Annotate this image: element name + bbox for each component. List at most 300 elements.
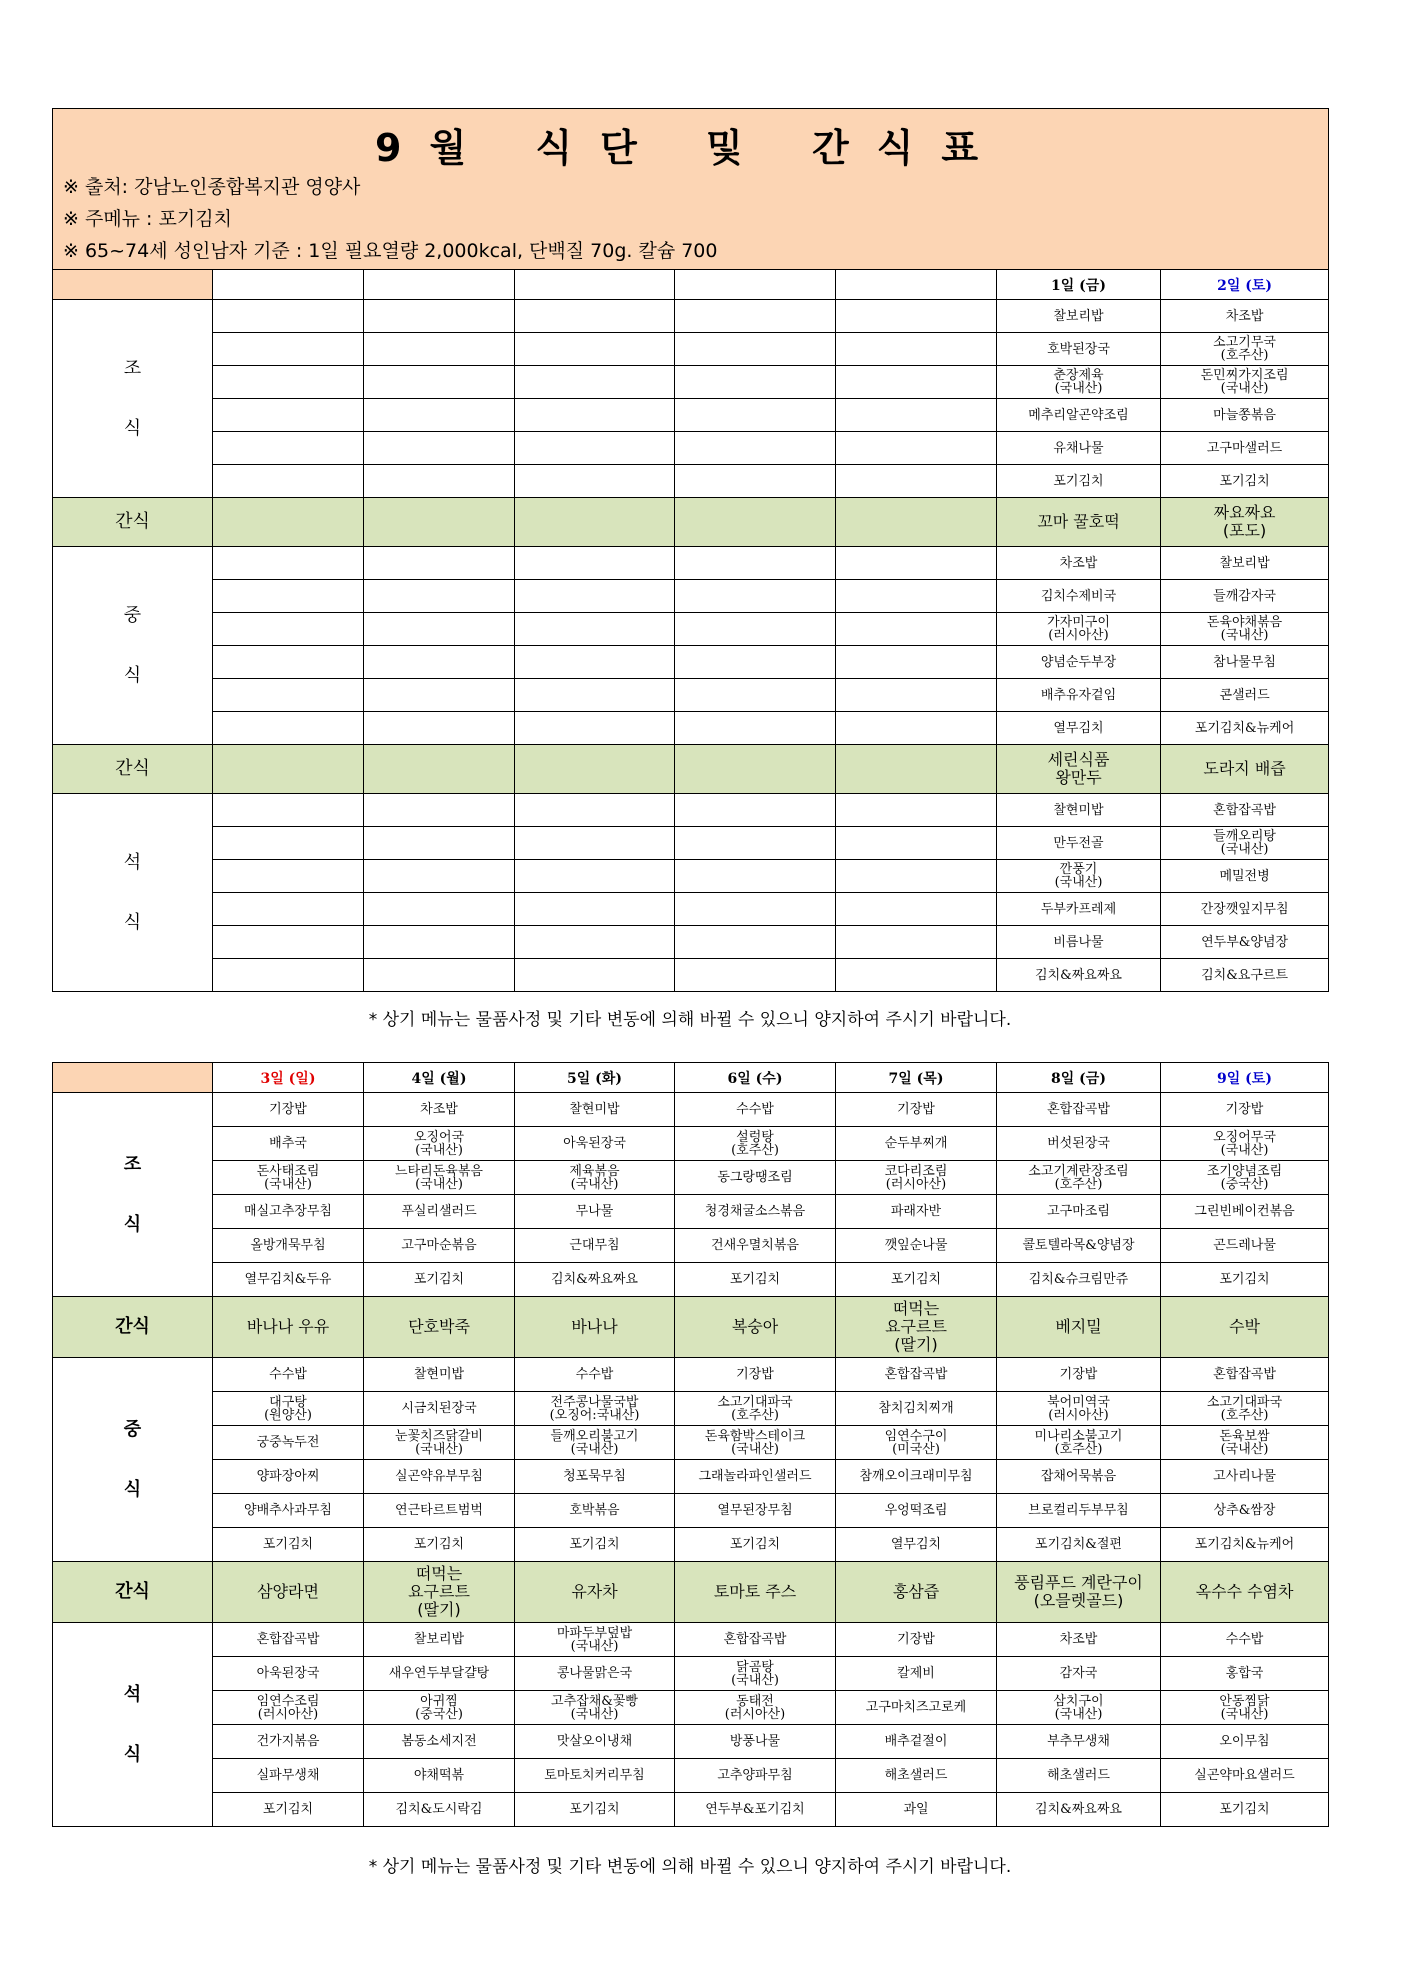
menu-item: 브로컬리두부무침 <box>997 1494 1161 1528</box>
snack-label: 간식 <box>53 1297 213 1358</box>
menu-item: 혼합잡곡밥 <box>836 1358 997 1392</box>
menu-item: 메추리알곤약조림 <box>997 399 1161 432</box>
menu-item: 오이무침 <box>1161 1725 1329 1759</box>
header-block <box>53 109 1329 270</box>
menu-item <box>836 679 997 712</box>
menu-item: 청경채굴소스볶음 <box>675 1195 836 1229</box>
day-header <box>364 270 515 300</box>
menu-item: 칼제비 <box>836 1657 997 1691</box>
snack-item <box>515 498 675 547</box>
menu-item: 고추양파무침 <box>675 1759 836 1793</box>
menu-item: 안동찜닭 (국내산) <box>1161 1691 1329 1725</box>
menu-item: 만두전골 <box>997 827 1161 860</box>
menu-item: 연두부&양념장 <box>1161 926 1329 959</box>
menu-item: 푸실리샐러드 <box>364 1195 515 1229</box>
breakfast-label: 조 식 <box>53 300 213 498</box>
menu-item <box>836 860 997 893</box>
menu-item: 기장밥 <box>213 1093 364 1127</box>
menu-item <box>515 366 675 399</box>
menu-item: 근대무침 <box>515 1229 675 1263</box>
menu-item <box>836 794 997 827</box>
menu-item: 춘장제육 (국내산) <box>997 366 1161 399</box>
menu-item: 차조밥 <box>1161 300 1329 333</box>
menu-item: 기장밥 <box>675 1358 836 1392</box>
menu-item: 배추국 <box>213 1127 364 1161</box>
menu-item <box>364 959 515 992</box>
menu-item: 돈육함박스테이크 (국내산) <box>675 1426 836 1460</box>
menu-item: 참깨오이크래미무침 <box>836 1460 997 1494</box>
menu-item <box>836 580 997 613</box>
menu-item <box>364 333 515 366</box>
menu-item <box>675 860 836 893</box>
menu-item <box>213 646 364 679</box>
menu-item: 오징어무국 (국내산) <box>1161 1127 1329 1161</box>
menu-item: 차조밥 <box>997 1623 1161 1657</box>
menu-item <box>364 465 515 498</box>
menu-item: 양배추사과무침 <box>213 1494 364 1528</box>
menu-item: 매실고추장무침 <box>213 1195 364 1229</box>
menu-item: 수수밥 <box>515 1358 675 1392</box>
menu-item: 야채떡볶 <box>364 1759 515 1793</box>
menu-item: 수수밥 <box>1161 1623 1329 1657</box>
menu-item: 포기김치 <box>515 1793 675 1827</box>
menu-item: 맛살오이냉채 <box>515 1725 675 1759</box>
menu-item: 곤드레나물 <box>1161 1229 1329 1263</box>
menu-item <box>675 465 836 498</box>
menu-item: 동태전 (러시아산) <box>675 1691 836 1725</box>
menu-item: 포기김치&절편 <box>997 1528 1161 1562</box>
snack-item: 베지밀 <box>997 1297 1161 1358</box>
menu-item <box>515 465 675 498</box>
menu-item: 느타리돈육볶음 (국내산) <box>364 1161 515 1195</box>
menu-item <box>515 893 675 926</box>
menu-item: 포기김치 <box>675 1263 836 1297</box>
menu-item <box>364 580 515 613</box>
menu-item: 배추유자겉임 <box>997 679 1161 712</box>
menu-item <box>836 712 997 745</box>
menu-item: 들깨감자국 <box>1161 580 1329 613</box>
menu-item <box>213 959 364 992</box>
menu-item: 설렁탕 (호주산) <box>675 1127 836 1161</box>
menu-item: 미나리소불고기 (호주산) <box>997 1426 1161 1460</box>
menu-item <box>836 926 997 959</box>
menu-item: 고구마조림 <box>997 1195 1161 1229</box>
menu-item: 임연수구이 (미국산) <box>836 1426 997 1460</box>
menu-item <box>364 893 515 926</box>
snack-item: 꼬마 꿀호떡 <box>997 498 1161 547</box>
menu-item: 콩나물맑은국 <box>515 1657 675 1691</box>
snack-label: 간식 <box>53 745 213 794</box>
menu-item: 실파무생채 <box>213 1759 364 1793</box>
menu-item: 버섯된장국 <box>997 1127 1161 1161</box>
menu-item <box>364 827 515 860</box>
menu-item <box>836 432 997 465</box>
menu-item: 열무김치 <box>997 712 1161 745</box>
footnote-week1: * 상기 메뉴는 물품사정 및 기타 변동에 의해 바뀔 수 있으니 양지하여 주시기 바랍니다. <box>368 1010 1012 1030</box>
menu-item <box>364 794 515 827</box>
menu-item: 포기김치 <box>675 1528 836 1562</box>
menu-item: 배추겉절이 <box>836 1725 997 1759</box>
menu-item: 돈사태조림 (국내산) <box>213 1161 364 1195</box>
menu-item: 유채나물 <box>997 432 1161 465</box>
menu-item: 수수밥 <box>675 1093 836 1127</box>
menu-item <box>364 926 515 959</box>
snack-item: 토마토 주스 <box>675 1562 836 1623</box>
menu-item: 참나물무침 <box>1161 646 1329 679</box>
menu-item <box>213 432 364 465</box>
snack-item <box>515 745 675 794</box>
menu-item <box>213 580 364 613</box>
snack-item <box>213 745 364 794</box>
menu-item <box>213 366 364 399</box>
menu-item <box>836 893 997 926</box>
menu-item <box>364 679 515 712</box>
snack-item: 도라지 배즙 <box>1161 745 1329 794</box>
menu-item <box>675 547 836 580</box>
menu-item: 고추잡채&꽃빵 (국내산) <box>515 1691 675 1725</box>
day-header <box>515 270 675 300</box>
menu-item: 포기김치 <box>836 1263 997 1297</box>
menu-item: 참치김치찌개 <box>836 1392 997 1426</box>
menu-item <box>364 547 515 580</box>
snack-item: 떠먹는 요구르트 (딸기) <box>836 1297 997 1358</box>
menu-item: 소고기대파국 (호주산) <box>675 1392 836 1426</box>
menu-item <box>213 465 364 498</box>
menu-item: 눈꽃치즈닭갈비 (국내산) <box>364 1426 515 1460</box>
menu-item: 기장밥 <box>836 1623 997 1657</box>
menu-item: 김치&짜요짜요 <box>997 1793 1161 1827</box>
menu-item: 깐풍기 (국내산) <box>997 860 1161 893</box>
snack-item: 복숭아 <box>675 1297 836 1358</box>
menu-item <box>364 613 515 646</box>
menu-item: 부추무생채 <box>997 1725 1161 1759</box>
menu-item <box>675 399 836 432</box>
menu-item <box>515 827 675 860</box>
menu-item: 기장밥 <box>1161 1093 1329 1127</box>
menu-item <box>836 333 997 366</box>
menu-item: 찰보리밥 <box>997 300 1161 333</box>
snack-item: 단호박죽 <box>364 1297 515 1358</box>
day-header: 7일 (목) <box>836 1063 997 1093</box>
week1-menu-table <box>52 108 1329 992</box>
menu-item <box>213 547 364 580</box>
menu-item: 혼합잡곡밥 <box>1161 1358 1329 1392</box>
menu-item <box>213 794 364 827</box>
menu-item <box>515 646 675 679</box>
day-header: 5일 (화) <box>515 1063 675 1093</box>
menu-item <box>836 959 997 992</box>
menu-item <box>213 926 364 959</box>
snack-item: 유자차 <box>515 1562 675 1623</box>
snack-item <box>364 498 515 547</box>
menu-item <box>515 613 675 646</box>
menu-item <box>364 432 515 465</box>
menu-item: 연근타르트범벅 <box>364 1494 515 1528</box>
menu-item: 포기김치 <box>997 465 1161 498</box>
menu-item: 찰현미밥 <box>364 1358 515 1392</box>
menu-item: 콜토텔라목&양념장 <box>997 1229 1161 1263</box>
menu-item: 시금치된장국 <box>364 1392 515 1426</box>
menu-item <box>515 959 675 992</box>
menu-item: 호박된장국 <box>997 333 1161 366</box>
lunch-label: 중 식 <box>53 1358 213 1562</box>
menu-item: 고구마샐러드 <box>1161 432 1329 465</box>
menu-item: 김치&슈크림만쥬 <box>997 1263 1161 1297</box>
menu-item: 찰현미밥 <box>515 1093 675 1127</box>
menu-item <box>364 366 515 399</box>
menu-item: 닭곰탕 (국내산) <box>675 1657 836 1691</box>
day-header <box>213 270 364 300</box>
menu-item: 혼합잡곡밥 <box>213 1623 364 1657</box>
menu-item: 포기김치 <box>1161 465 1329 498</box>
menu-item <box>836 827 997 860</box>
menu-item: 마늘쫑볶음 <box>1161 399 1329 432</box>
menu-item: 돈육보쌈 (국내산) <box>1161 1426 1329 1460</box>
dinner-label: 석 식 <box>53 794 213 992</box>
menu-item: 열무된장무침 <box>675 1494 836 1528</box>
menu-item: 조기양념조림 (중국산) <box>1161 1161 1329 1195</box>
snack-item: 옥수수 수염차 <box>1161 1562 1329 1623</box>
menu-item: 건새우멸치볶음 <box>675 1229 836 1263</box>
menu-item: 혼합잡곡밥 <box>675 1623 836 1657</box>
day-header: 4일 (월) <box>364 1063 515 1093</box>
menu-item: 그린빈베이컨볶음 <box>1161 1195 1329 1229</box>
menu-item: 호박볶음 <box>515 1494 675 1528</box>
menu-item: 간장깻잎지무침 <box>1161 893 1329 926</box>
menu-item: 올방개묵무침 <box>213 1229 364 1263</box>
menu-item <box>515 547 675 580</box>
menu-item <box>675 580 836 613</box>
menu-item: 포기김치 <box>515 1528 675 1562</box>
menu-item: 콘샐러드 <box>1161 679 1329 712</box>
menu-item <box>675 794 836 827</box>
menu-item: 토마토치커리무침 <box>515 1759 675 1793</box>
menu-item: 코다리조림 (러시아산) <box>836 1161 997 1195</box>
menu-item <box>675 926 836 959</box>
menu-item <box>213 679 364 712</box>
menu-item: 포기김치 <box>1161 1793 1329 1827</box>
menu-item: 과일 <box>836 1793 997 1827</box>
menu-item <box>515 333 675 366</box>
menu-item: 순두부찌개 <box>836 1127 997 1161</box>
menu-item: 해초샐러드 <box>997 1759 1161 1793</box>
snack-item: 바나나 우유 <box>213 1297 364 1358</box>
menu-item: 포기김치 <box>364 1528 515 1562</box>
menu-item: 임연수조림 (러시아산) <box>213 1691 364 1725</box>
day-header: 3일 (일) <box>213 1063 364 1093</box>
menu-item: 제육볶음 (국내산) <box>515 1161 675 1195</box>
menu-item: 기장밥 <box>997 1358 1161 1392</box>
menu-item: 무나물 <box>515 1195 675 1229</box>
snack-item: 세린식품 왕만두 <box>997 745 1161 794</box>
menu-item: 포기김치 <box>213 1793 364 1827</box>
menu-item: 감자국 <box>997 1657 1161 1691</box>
menu-item: 깻잎순나물 <box>836 1229 997 1263</box>
menu-item <box>213 860 364 893</box>
menu-item: 동그랑땡조림 <box>675 1161 836 1195</box>
menu-item <box>515 300 675 333</box>
corner-cell <box>53 270 213 300</box>
menu-item <box>364 860 515 893</box>
menu-item: 새우연두부달걀탕 <box>364 1657 515 1691</box>
menu-item: 파래자반 <box>836 1195 997 1229</box>
menu-item <box>675 613 836 646</box>
menu-item <box>836 300 997 333</box>
menu-item: 찰보리밥 <box>364 1623 515 1657</box>
menu-item: 기장밥 <box>836 1093 997 1127</box>
menu-item: 소고기계란장조림 (호주산) <box>997 1161 1161 1195</box>
snack-item <box>836 745 997 794</box>
menu-item: 돈민찌가지조림 (국내산) <box>1161 366 1329 399</box>
menu-item <box>836 613 997 646</box>
menu-item <box>675 366 836 399</box>
menu-item: 아귀찜 (중국산) <box>364 1691 515 1725</box>
menu-item <box>213 300 364 333</box>
menu-item <box>213 399 364 432</box>
menu-item: 그래놀라파인샐러드 <box>675 1460 836 1494</box>
menu-item: 돈육야채볶음 (국내산) <box>1161 613 1329 646</box>
day-header: 8일 (금) <box>997 1063 1161 1093</box>
snack-item: 떠먹는 요구르트 (딸기) <box>364 1562 515 1623</box>
menu-item <box>515 399 675 432</box>
menu-item: 비름나물 <box>997 926 1161 959</box>
menu-item <box>675 646 836 679</box>
menu-item: 전주콩나물국밥 (오징어:국내산) <box>515 1392 675 1426</box>
week2-menu-table <box>52 1062 1329 1827</box>
menu-item: 해초샐러드 <box>836 1759 997 1793</box>
menu-item <box>213 613 364 646</box>
snack-item: 바나나 <box>515 1297 675 1358</box>
menu-item <box>515 860 675 893</box>
menu-item <box>515 679 675 712</box>
snack-item: 풍림푸드 계란구이 (오믈렛골드) <box>997 1562 1161 1623</box>
footnote-week2: * 상기 메뉴는 물품사정 및 기타 변동에 의해 바뀔 수 있으니 양지하여 주시기 바랍니다. <box>368 1857 1012 1877</box>
menu-item <box>213 712 364 745</box>
menu-item: 혼합잡곡밥 <box>997 1093 1161 1127</box>
snack-label: 간식 <box>53 1562 213 1623</box>
menu-item: 김치&짜요짜요 <box>515 1263 675 1297</box>
menu-item: 포기김치 <box>213 1528 364 1562</box>
menu-item <box>364 300 515 333</box>
menu-item: 고구마순볶음 <box>364 1229 515 1263</box>
menu-item: 들깨오리불고기 (국내산) <box>515 1426 675 1460</box>
menu-item: 양념순두부장 <box>997 646 1161 679</box>
menu-item: 청포묵무침 <box>515 1460 675 1494</box>
menu-item <box>213 893 364 926</box>
menu-item: 아욱된장국 <box>213 1657 364 1691</box>
menu-item: 오징어국 (국내산) <box>364 1127 515 1161</box>
snack-item: 삼양라면 <box>213 1562 364 1623</box>
menu-item: 김치&도시락김 <box>364 1793 515 1827</box>
menu-item: 열무김치 <box>836 1528 997 1562</box>
menu-item <box>515 432 675 465</box>
menu-item: 포기김치 <box>1161 1263 1329 1297</box>
menu-item <box>675 432 836 465</box>
menu-item: 김치&요구르트 <box>1161 959 1329 992</box>
menu-item: 수수밥 <box>213 1358 364 1392</box>
day-header: 9일 (토) <box>1161 1063 1329 1093</box>
menu-item <box>675 893 836 926</box>
menu-item: 연두부&포기김치 <box>675 1793 836 1827</box>
menu-item <box>213 333 364 366</box>
corner-cell <box>53 1063 213 1093</box>
menu-item: 들깨오리탕 (국내산) <box>1161 827 1329 860</box>
menu-item: 포기김치 <box>364 1263 515 1297</box>
menu-item: 고사리나물 <box>1161 1460 1329 1494</box>
day-header: 1일 (금) <box>997 270 1161 300</box>
snack-item <box>836 498 997 547</box>
menu-item: 홍합국 <box>1161 1657 1329 1691</box>
menu-item: 대구탕 (원양산) <box>213 1392 364 1426</box>
menu-item: 궁중녹두전 <box>213 1426 364 1460</box>
menu-item: 가자미구이 (러시아산) <box>997 613 1161 646</box>
snack-item <box>675 745 836 794</box>
menu-item <box>675 300 836 333</box>
menu-item <box>675 827 836 860</box>
menu-item: 찰현미밥 <box>997 794 1161 827</box>
day-header: 6일 (수) <box>675 1063 836 1093</box>
day-header: 2일 (토) <box>1161 270 1329 300</box>
menu-item: 실곤약마요샐러드 <box>1161 1759 1329 1793</box>
snack-item <box>364 745 515 794</box>
menu-item: 포기김치&뉴케어 <box>1161 712 1329 745</box>
menu-item: 두부카프레제 <box>997 893 1161 926</box>
menu-item: 김치&짜요짜요 <box>997 959 1161 992</box>
nutrition-note: ※ 65~74세 성인남자 기준 : 1일 필요열량 2,000kcal, 단백질 70g. 칼슘 700 <box>63 240 718 262</box>
menu-item <box>675 959 836 992</box>
breakfast-label: 조 식 <box>53 1093 213 1297</box>
lunch-label: 중 식 <box>53 547 213 745</box>
menu-item: 차조밥 <box>997 547 1161 580</box>
menu-item <box>364 399 515 432</box>
menu-item: 포기김치&뉴케어 <box>1161 1528 1329 1562</box>
snack-item: 홍삼즙 <box>836 1562 997 1623</box>
menu-item: 찰보리밥 <box>1161 547 1329 580</box>
menu-item <box>675 333 836 366</box>
day-header <box>675 270 836 300</box>
menu-item <box>364 646 515 679</box>
source-note: ※ 출처: 강남노인종합복지관 영양사 <box>63 176 361 198</box>
snack-label: 간식 <box>53 498 213 547</box>
menu-item: 아욱된장국 <box>515 1127 675 1161</box>
menu-item: 고구마치즈고로케 <box>836 1691 997 1725</box>
menu-item: 메밀전병 <box>1161 860 1329 893</box>
menu-item: 마파두부덮밥 (국내산) <box>515 1623 675 1657</box>
menu-item <box>515 794 675 827</box>
menu-item: 방풍나물 <box>675 1725 836 1759</box>
menu-item <box>364 712 515 745</box>
menu-item: 김치수제비국 <box>997 580 1161 613</box>
menu-item: 삼치구이 (국내산) <box>997 1691 1161 1725</box>
menu-item <box>836 465 997 498</box>
menu-item <box>515 926 675 959</box>
menu-item: 열무김치&두유 <box>213 1263 364 1297</box>
menu-item <box>515 712 675 745</box>
menu-item <box>836 646 997 679</box>
menu-item: 소고기대파국 (호주산) <box>1161 1392 1329 1426</box>
page-title: 9월 식단 및 간식표 <box>375 126 1007 170</box>
menu-item <box>836 547 997 580</box>
menu-item: 우엉떡조림 <box>836 1494 997 1528</box>
menu-item: 소고기무국 (호주산) <box>1161 333 1329 366</box>
main-menu-note: ※ 주메뉴 : 포기김치 <box>63 208 232 230</box>
menu-item: 혼합잡곡밥 <box>1161 794 1329 827</box>
menu-item: 상추&쌈장 <box>1161 1494 1329 1528</box>
menu-item <box>675 679 836 712</box>
dinner-label: 석 식 <box>53 1623 213 1827</box>
menu-item: 잡채어묵볶음 <box>997 1460 1161 1494</box>
menu-item: 봄동소세지전 <box>364 1725 515 1759</box>
